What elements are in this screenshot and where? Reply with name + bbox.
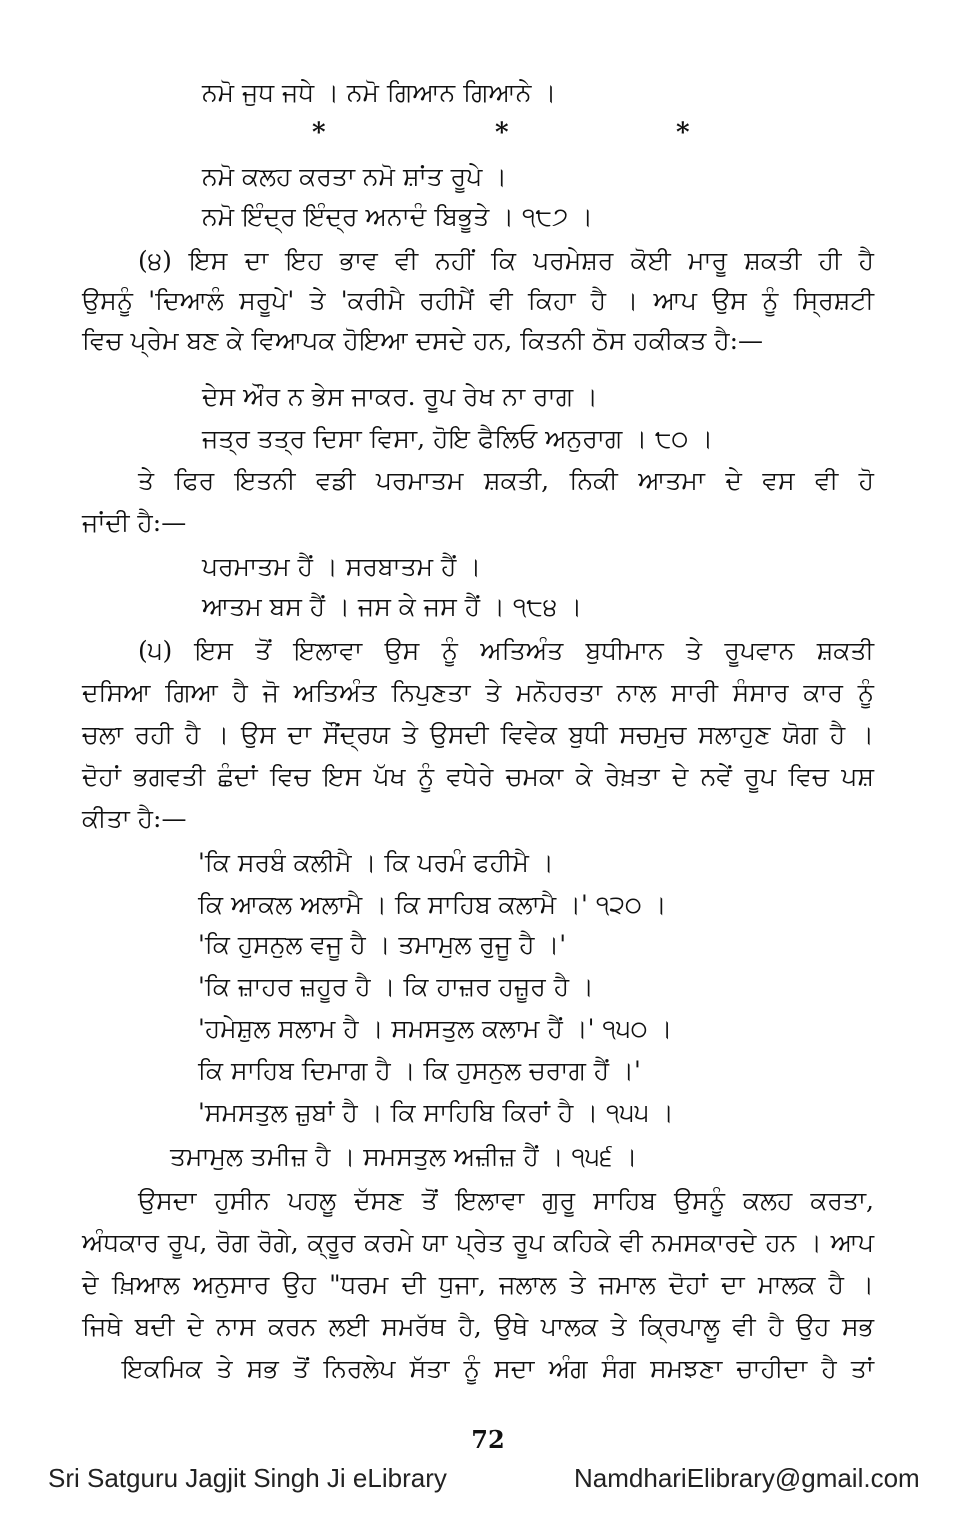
verse-line: ਨਮੋ ਜੁਧ ਜਧੇ । ਨਮੋ ਗਿਆਨ ਗਿਆਨੇ । [202, 78, 557, 107]
verse-line: ਕਿ ਆਕਲ ਅਲਾਮੈ । ਕਿ ਸਾਹਿਬ ਕਲਾਮੈ ।' ੧੨੦ । [198, 890, 667, 919]
verse-line: ਤਮਾਮੁਲ ਤਮੀਜ਼ ਹੈ । ਸਮਸਤੁਲ ਅਜ਼ੀਜ਼ ਹੈਂ । ੧੫੬ । [170, 1142, 638, 1171]
paragraph-line: ਉਸਦਾ ਹੁਸੀਨ ਪਹਲੂ ਦੱਸਣ ਤੋਂ ਇਲਾਵਾ ਗੁਰੂ ਸਾਹਿਬ ਉਸਨੂੰ ਕਲਹ ਕਰਤਾ, [138, 1186, 874, 1215]
verse-line: 'ਕਿ ਹੁਸਨੁਲ ਵਜੂ ਹੈ । ਤਮਾਮੁਲ ਰੁਜੂ ਹੈ ।' [198, 930, 567, 959]
verse-line: 'ਕਿ ਸਰਬੰ ਕਲੀਮੈ । ਕਿ ਪਰਮੰ ਫਹੀਮੈ । [198, 848, 554, 877]
separator-star: * [495, 118, 509, 148]
paragraph-line: ਵਿਚ ਪ੍ਰੇਮ ਬਣ ਕੇ ਵਿਆਪਕ ਹੋਇਆ ਦਸਦੇ ਹਨ, ਕਿਤਨੀ ਠੋਸ ਹਕੀਕਤ ਹੈ:— [82, 326, 764, 355]
paragraph-line: ਦਸਿਆ ਗਿਆ ਹੈ ਜੋ ਅਤਿਅੰਤ ਨਿਪੁਣਤਾ ਤੇ ਮਨੋਹਰਤਾ ਨਾਲ ਸਾਰੀ ਸੰਸਾਰ ਕਾਰ ਨੂੰ [82, 678, 874, 707]
paragraph-line: ਜਿਥੇ ਬਦੀ ਦੇ ਨਾਸ ਕਰਨ ਲਈ ਸਮਰੱਥ ਹੈ, ਉਥੇ ਪਾਲਕ ਤੇ ਕ੍ਰਿਪਾਲੂ ਵੀ ਹੈ ਉਹ ਸਭ [82, 1312, 874, 1341]
separator-star: * [676, 118, 690, 148]
paragraph-line: ਦੇ ਖ਼ਿਆਲ ਅਨੁਸਾਰ ਉਹ "ਧਰਮ ਦੀ ਧੁਜਾ, ਜਲਾਲ ਤੇ ਜਮਾਲ ਦੋਹਾਂ ਦਾ ਮਾਲਕ ਹੈ । [82, 1270, 874, 1299]
paragraph-line: ਦੋਹਾਂ ਭਗਵਤੀ ਛੰਦਾਂ ਵਿਚ ਇਸ ਪੱਖ ਨੂੰ ਵਧੇਰੇ ਚਮਕਾ ਕੇ ਰੇਖ਼ਤਾ ਦੇ ਨਵੇਂ ਰੂਪ ਵਿਚ ਪਸ਼ [82, 762, 874, 791]
verse-line: ਪਰਮਾਤਮ ਹੈਂ । ਸਰਬਾਤਮ ਹੈਂ । [202, 552, 482, 581]
paragraph-line: ਅੰਧਕਾਰ ਰੂਪ, ਰੋਗ ਰੋਗੇ, ਕ੍ਰੂਰ ਕਰਮੇ ਯਾ ਪ੍ਰੇਤ ਰੂਪ ਕਹਿਕੇ ਵੀ ਨਮਸਕਾਰਦੇ ਹਨ । ਆਪ [82, 1228, 874, 1257]
paragraph-line: ਉਸਨੂੰ 'ਦਿਆਲੰ ਸਰੂਪੇ' ਤੇ 'ਕਰੀਮੈ ਰਹੀਮੈਂ ਵੀ ਕਿਹਾ ਹੈ । ਆਪ ਉਸ ਨੂੰ ਸ੍ਰਿਸ਼ਟੀ [82, 286, 874, 315]
verse-line: ਜਤ੍ਰ ਤਤ੍ਰ ਦਿਸਾ ਵਿਸਾ, ਹੋਇ ਫੈਲਿਓ ਅਨੁਰਾਗ । ੮੦ । [202, 424, 714, 453]
paragraph-line: (੫) ਇਸ ਤੋਂ ਇਲਾਵਾ ਉਸ ਨੂੰ ਅਤਿਅੰਤ ਬੁਧੀਮਾਨ ਤੇ ਰੂਪਵਾਨ ਸ਼ਕਤੀ [138, 636, 874, 665]
footer-email: NamdhariElibrary@gmail.com [574, 1463, 920, 1493]
verse-line: ਨਮੋ ਕਲਹ ਕਰਤਾ ਨਮੋ ਸ਼ਾਂਤ ਰੂਪੇ । [202, 162, 508, 191]
paragraph-line: ਜਾਂਦੀ ਹੈ:— [82, 508, 187, 537]
verse-line: 'ਕਿ ਜ਼ਾਹਰ ਜ਼ਹੂਰ ਹੈ । ਕਿ ਹਾਜ਼ਰ ਹਜ਼ੂਰ ਹੈ । [198, 972, 594, 1001]
paragraph-line: ਕੀਤਾ ਹੈ:— [82, 804, 187, 833]
verse-line: 'ਸਮਸਤੁਲ ਜ਼ੁਬਾਂ ਹੈ । ਕਿ ਸਾਹਿਬਿ ਕਿਰਾਂ ਹੈ । ੧੫੫ । [198, 1098, 674, 1127]
verse-line: ਦੇਸ ਔਰ ਨ ਭੇਸ ਜਾਕਰ. ਰੂਪ ਰੇਖ ਨਾ ਰਾਗ । [202, 382, 598, 411]
footer-library-name: Sri Satguru Jagjit Singh Ji eLibrary [48, 1463, 447, 1493]
verse-line: ਨਮੋ ਇੰਦ੍ਰ ਇੰਦ੍ਰ ਅਨਾਦੰ ਬਿਭੂਤੇ । ੧੮੭ । [202, 202, 593, 231]
section-separator [0, 118, 976, 148]
paragraph-line: ਇਕਮਿਕ ਤੇ ਸਭ ਤੋਂ ਨਿਰਲੇਪ ਸੱਤਾ ਨੂੰ ਸਦਾ ਅੰਗ ਸੰਗ ਸਮਝਣਾ ਚਾਹੀਦਾ ਹੈ ਤਾਂ [122, 1354, 874, 1383]
verse-line: ਕਿ ਸਾਹਿਬ ਦਿਮਾਗ ਹੈ । ਕਿ ਹੁਸਨੁਲ ਚਰਾਗ ਹੈਂ ।' [198, 1056, 641, 1085]
paragraph-line: ਤੇ ਫਿਰ ਇਤਨੀ ਵਡੀ ਪਰਮਾਤਮ ਸ਼ਕਤੀ, ਨਿਕੀ ਆਤਮਾ ਦੇ ਵਸ ਵੀ ਹੋ [138, 466, 874, 495]
separator-star: * [312, 118, 326, 148]
paragraph-line: ਚਲਾ ਰਹੀ ਹੈ । ਉਸ ਦਾ ਸੌਂਦ੍ਰਯ ਤੇ ਉਸਦੀ ਵਿਵੇਕ ਬੁਧੀ ਸਚਮੁਚ ਸਲਾਹੁਣ ਯੋਗ ਹੈ । [82, 720, 874, 749]
page-number: 72 [471, 1425, 505, 1454]
verse-line: ਆਤਮ ਬਸ ਹੈਂ । ਜਸ ਕੇ ਜਸ ਹੈਂ । ੧੮੪ । [202, 592, 583, 621]
verse-line: 'ਹਮੇਸ਼ੁਲ ਸਲਾਮ ਹੈ । ਸਮਸਤੁਲ ਕਲਾਮ ਹੈਂ ।' ੧੫੦ । [198, 1014, 673, 1043]
paragraph-line: (੪) ਇਸ ਦਾ ਇਹ ਭਾਵ ਵੀ ਨਹੀਂ ਕਿ ਪਰਮੇਸ਼ਰ ਕੋਈ ਮਾਰੂ ਸ਼ਕਤੀ ਹੀ ਹੈ [138, 246, 874, 275]
